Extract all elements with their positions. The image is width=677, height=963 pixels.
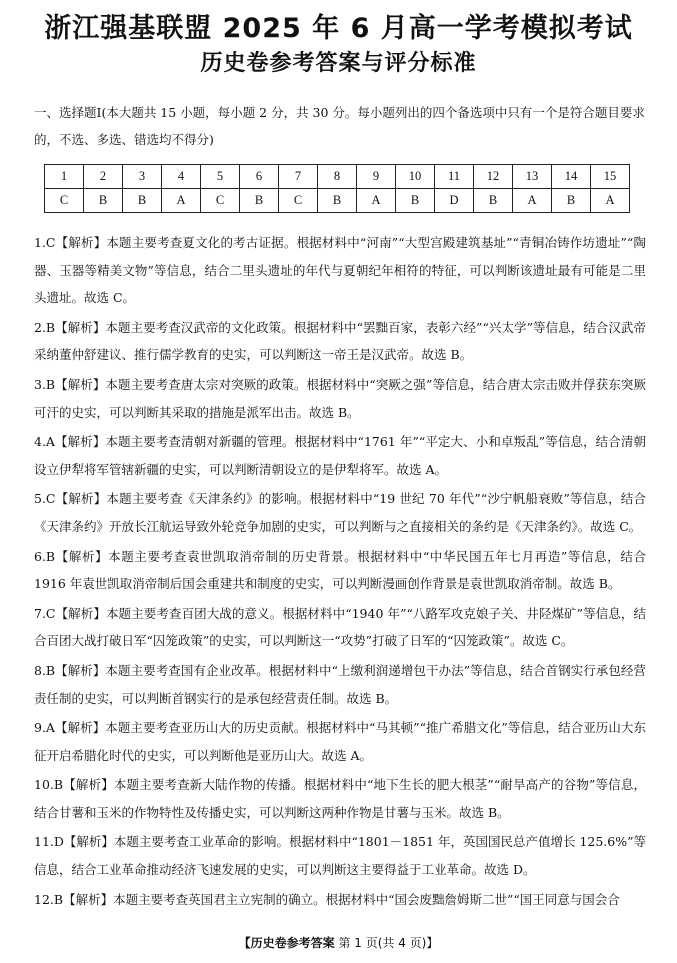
explanation-item: 7.C【解析】本题主要考查百团大战的意义。根据材料中“1940 年”“八路军攻克娘子关、井陉煤矿”等信息，结合百团大战打破日军“囚笼政策”的史实，可以判断这一“攻势”打破了日军的“囚笼政策”。故选 C。 [34,605,646,649]
section-intro: 一、选择题Ⅰ(本大题共 15 小题，每小题 2 分，共 30 分。每小题列出的四个备选项中只有一个是符合题目要求的，不选、多选、错选均不得分) [34,105,645,147]
question-number-cell: 6 [240,165,279,189]
explanation-item: 11.D【解析】本题主要考查工业革命的影响。根据材料中“1801－1851 年，英国国民总产值增长 125.6%”等信息，结合工业革命推动经济飞速发展的史实，可以判断这主要得益于工业革命。故选 D。 [34,834,646,878]
answer-cell: D [435,189,474,213]
answer-cell: A [591,189,630,213]
answer-cell: A [162,189,201,213]
answer-cell: B [396,189,435,213]
question-number-cell: 2 [84,165,123,189]
question-number-cell: 11 [435,165,474,189]
answer-cell: A [513,189,552,213]
page-title: 浙江强基联盟 2025 年 6 月高一学考模拟考试 [44,13,633,44]
footer-page-number: 第 1 页(共 4 页)】 [338,936,439,950]
explanation-item: 6.B【解析】本题主要考查袁世凯取消帝制的历史背景。根据材料中“中华民国五年七月再造”等信息，结合 1916 年袁世凯取消帝制后国会重建共和制度的史实，可以判断漫画创作背景是袁世凯取消帝制。故选 B。 [34,548,646,592]
question-number-cell: 10 [396,165,435,189]
question-number-row [45,165,630,189]
answer-table [44,164,630,213]
page-footer [0,934,677,951]
answer-cell: B [318,189,357,213]
answer-cell: B [123,189,162,213]
question-number-cell: 9 [357,165,396,189]
answer-cell: B [552,189,591,213]
question-number-cell: 12 [474,165,513,189]
question-number-cell: 1 [45,165,84,189]
explanation-item: 9.A【解析】本题主要考查亚历山大的历史贡献。根据材料中“马其顿”“推广希腊文化”等信息，结合亚历山大东征开启希腊化时代的史实，可以判断他是亚历山大。故选 A。 [34,720,646,763]
question-number-cell: 7 [279,165,318,189]
answer-cell: B [240,189,279,213]
question-number-cell: 5 [201,165,240,189]
explanation-item: 4.A【解析】本题主要考查清朝对新疆的管理。根据材料中“1761 年”“平定大、小和卓叛乱”等信息，结合清朝设立伊犁将军管辖新疆的史实，可以判断清朝设立的是伊犁将军。故选 A。 [34,434,646,477]
answer-cell: B [474,189,513,213]
footer-label: 【历史卷参考答案 [238,936,335,950]
question-number-cell: 8 [318,165,357,189]
explanation-item: 12.B【解析】本题主要考查英国君主立宪制的确立。根据材料中“国会废黜詹姆斯二世”“国王同意与国会合 [34,891,620,907]
explanation-item: 8.B【解析】本题主要考查国有企业改革。根据材料中“上缴利润递增包干办法”等信息，结合首钢实行承包经营责任制的史实，可以判断首钢实行的是承包经营责任制。故选 B。 [34,662,646,706]
question-number-cell: 13 [513,165,552,189]
answer-cell: C [45,189,84,213]
question-number-cell: 4 [162,165,201,189]
question-number-cell: 14 [552,165,591,189]
explanation-list [34,229,646,915]
answer-cell: B [84,189,123,213]
explanation-item: 1.C【解析】本题主要考查夏文化的考古证据。根据材料中“河南”“大型宫殿建筑基址”“青铜冶铸作坊遗址”“陶器、玉器等精美文物”等信息，结合二里头遗址的年代与夏朝纪年相符的特征，可以判断该遗址最有可能是二里头遗址。故选 C。 [34,235,646,306]
question-number-cell: 3 [123,165,162,189]
explanation-item: 5.C【解析】本题主要考查《天津条约》的影响。根据材料中“19 世纪 70 年代”“沙宁帆船衰败”等信息，结合《天津条约》开放长江航运导致外轮竞争加剧的史实，可以判断与之直接相关的条约是《天津条约》。故选 C。 [34,491,646,534]
explanation-item: 3.B【解析】本题主要考查唐太宗对突厥的政策。根据材料中“突厥之强”等信息，结合唐太宗击败并俘获东突厥可汗的史实，可以判断其采取的措施是派军出击。故选 B。 [34,376,646,420]
explanation-item: 2.B【解析】本题主要考查汉武帝的文化政策。根据材料中“罢黜百家，表彰六经”“兴太学”等信息，结合汉武帝采纳董仲舒建议、推行儒学教育的史实，可以判断这一帝王是汉武帝。故选 B。 [34,319,646,363]
answer-cell: A [357,189,396,213]
answer-row [45,189,630,213]
answer-cell: C [279,189,318,213]
page-subtitle: 历史卷参考答案与评分标准 [200,51,477,76]
explanation-item: 10.B【解析】本题主要考查新大陆作物的传播。根据材料中“地下生长的肥大根茎”“耐旱高产的谷物”等信息，结合甘薯和玉米的作物特性及传播史实，可以判断这两种作物是甘薯与玉米。故选 B。 [34,777,646,820]
answer-cell: C [201,189,240,213]
question-number-cell: 15 [591,165,630,189]
